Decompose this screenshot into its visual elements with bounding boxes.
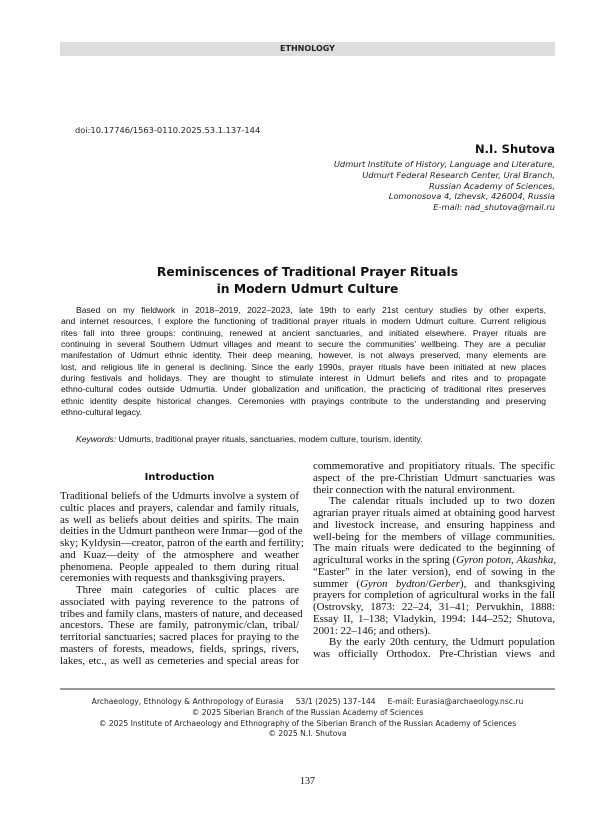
page-number: 137 bbox=[300, 776, 315, 787]
text-line: phenomena. People appealed to them during ritual bbox=[60, 560, 299, 573]
text-segment: agricultural works in the spring ( bbox=[313, 554, 457, 566]
copyright-line: © 2025 Institute of Archaeology and Ethnography of the Siberian Branch of the Russian Academy of Sciences bbox=[98, 718, 517, 728]
text-line: 2001: 22–146; and others). bbox=[313, 624, 431, 637]
abstract bbox=[61, 305, 546, 418]
italic-term: Gerber bbox=[428, 577, 460, 590]
affiliation-line: Russian Academy of Sciences, bbox=[428, 180, 555, 191]
text-line: well-being for the members of village communities. bbox=[313, 530, 555, 543]
copyright-line: © 2025 N.I. Shutova bbox=[268, 729, 347, 739]
affiliation-line: Udmurt Federal Research Center, Ural Branch, bbox=[362, 169, 555, 180]
text-line: cultic places and prayers, calendar and family rituals, bbox=[60, 501, 299, 514]
section-header: ETHNOLOGY bbox=[60, 42, 555, 56]
text-line: Essay II, 1–138; Vladykin, 1994: 144–252; Shutova, bbox=[313, 612, 555, 625]
italic-term: Akashka bbox=[516, 554, 554, 566]
text-line: agrarian prayer rituals aimed at obtaining good harvest bbox=[313, 507, 555, 519]
right-column bbox=[313, 461, 555, 661]
abstract-line: lost, and religious life in general is declining. Since the early 1990s, prayer rituals have been initiated at new places bbox=[61, 361, 546, 372]
text-segment: ), and thanksgiving bbox=[459, 577, 555, 590]
text-segment: / bbox=[425, 577, 429, 590]
text-line: commemorative and propitiatory rituals. The specific bbox=[313, 460, 555, 472]
text-line: By the early 20th century, the Udmurt population bbox=[329, 636, 555, 649]
text-line: “Easter” in the later version), end of sowing in the bbox=[313, 565, 555, 578]
italic-term: Gyron bydton bbox=[360, 577, 426, 590]
text-line: ancestors. These are family, patronymic/clan, tribal/ bbox=[60, 619, 299, 632]
abstract-line: ethnic identity despite historical changes. Ceremonies with prayings contribute to the understanding and preserving bbox=[61, 395, 546, 406]
text-segment: , bbox=[553, 554, 557, 566]
italic-term: Gyron poton bbox=[456, 554, 512, 566]
abstract-line: during festivals and holidays. They are thought to stimulate interest in Udmurt beliefs and rites and to propagate bbox=[61, 373, 546, 384]
text-line: Traditional beliefs of the Udmurts involve a system of bbox=[60, 490, 299, 502]
text-line: The main rituals were dedicated to the beginning of bbox=[313, 542, 555, 555]
text-line: aspect of the pre-Christian Udmurt sanctuaries was bbox=[313, 471, 555, 484]
abstract-line: manifestation of Udmurt ethnic identity. Their deep meaning, however, is not always preserved, many elements are bbox=[61, 350, 546, 361]
text-line: masters of forests, meadows, fields, springs, rivers, bbox=[60, 642, 299, 655]
abstract-line: and internet resources, I explore the functioning of traditional prayer rituals in modern Udmurt culture. Current religious bbox=[61, 316, 546, 327]
journal-issue: 53/1 (2025) 137–144 bbox=[295, 697, 376, 706]
text-line: ceremonies with requests and thanksgiving prayers. bbox=[60, 572, 286, 585]
introduction-heading: Introduction bbox=[144, 472, 215, 483]
author-email[interactable]: E-mail: nad_shutova@mail.ru bbox=[433, 202, 555, 213]
text-line: prayers for completion of agricultural works in the fall bbox=[313, 589, 555, 602]
text-line: (Ostrovsky, 1873: 22–24, 31–41; Pervukhin, 1888: bbox=[313, 601, 555, 613]
title-line: in Modern Udmurt Culture bbox=[216, 282, 399, 296]
journal-email[interactable]: E-mail: Eurasia@archaeology.nsc.ru bbox=[387, 697, 524, 706]
title-line: Reminiscences of Traditional Prayer Rituals bbox=[156, 265, 459, 279]
footer bbox=[60, 697, 555, 740]
text-line: The calendar rituals included up to two dozen bbox=[329, 495, 555, 508]
text-line: and livestock increase, and ensuring happiness and bbox=[313, 518, 555, 531]
doi[interactable]: doi:10.17746/1563-0110.2025.53.1.137-144 bbox=[75, 125, 261, 135]
text-segment: , bbox=[511, 554, 517, 566]
affiliation-line: Udmurt Institute of History, Language and Literature, bbox=[333, 159, 555, 169]
text-line: was officially Orthodox. Pre-Christian views and bbox=[313, 648, 555, 660]
author-name: N.I. Shutova bbox=[475, 142, 555, 156]
text-line: sky; Kyldysin—creator, patron of the earth and fertility; bbox=[60, 537, 304, 549]
copyright-line: © 2025 Siberian Branch of the Russian Academy of Sciences bbox=[191, 707, 424, 717]
footer-rule bbox=[60, 688, 555, 690]
text-line: associated with paying reverence to the patrons of bbox=[60, 595, 299, 608]
text-line: tribes and family clans, masters of nature, and deceased bbox=[60, 607, 303, 620]
keywords bbox=[76, 434, 423, 444]
abstract-line: ethno-cultural codes outside Udmurtia. Under globalization and unification, the practicing of traditional rites preserves bbox=[61, 384, 546, 395]
footer-journal-line bbox=[60, 697, 555, 708]
text-line: Three main categories of cultic places are bbox=[76, 584, 299, 596]
affiliation-line: Lomonosova 4, Izhevsk, 426004, Russia bbox=[388, 191, 555, 202]
article-title bbox=[60, 264, 555, 298]
text-line bbox=[313, 555, 555, 567]
text-line: their connection with the natural environment. bbox=[313, 483, 516, 496]
text-segment: summer ( bbox=[313, 577, 361, 590]
journal-name: Archaeology, Ethnology & Anthropology of Eurasia bbox=[91, 697, 284, 706]
abstract-line: ethno-cultural legacy. bbox=[61, 407, 143, 418]
keywords-text: Udmurts, traditional prayer rituals, sanctuaries, modern culture, tourism, identity. bbox=[116, 434, 423, 444]
text-line: deities in the Udmurt pantheon were Inmar—god of the bbox=[60, 525, 303, 538]
abstract-line: Based on my fieldwork in 2018–2019, 2022–2023, late 19th to early 21st century studies by other experts, bbox=[76, 305, 546, 315]
keywords-label: Keywords: bbox=[76, 434, 117, 444]
abstract-line: continuing in several Southern Udmurt villages and meant to secure the communities’ wellbeing. They are a peculiar bbox=[61, 339, 546, 350]
text-line: lakes, etc., as well as cemeteries and special areas for bbox=[60, 654, 299, 667]
text-line: and Kuaz—deity of the atmosphere and weather bbox=[60, 548, 299, 561]
text-line: as well as beliefs about deities and spirits. The main bbox=[60, 513, 299, 526]
left-column bbox=[60, 490, 304, 667]
text-line: territorial sanctuaries; sacred places for praying to the bbox=[60, 631, 299, 643]
abstract-line: rites fall into three groups: continuing, renewed at ancient sanctuaries, and initiated elsewhere. Prayer rituals are bbox=[61, 327, 546, 338]
author-affiliation bbox=[334, 159, 555, 213]
